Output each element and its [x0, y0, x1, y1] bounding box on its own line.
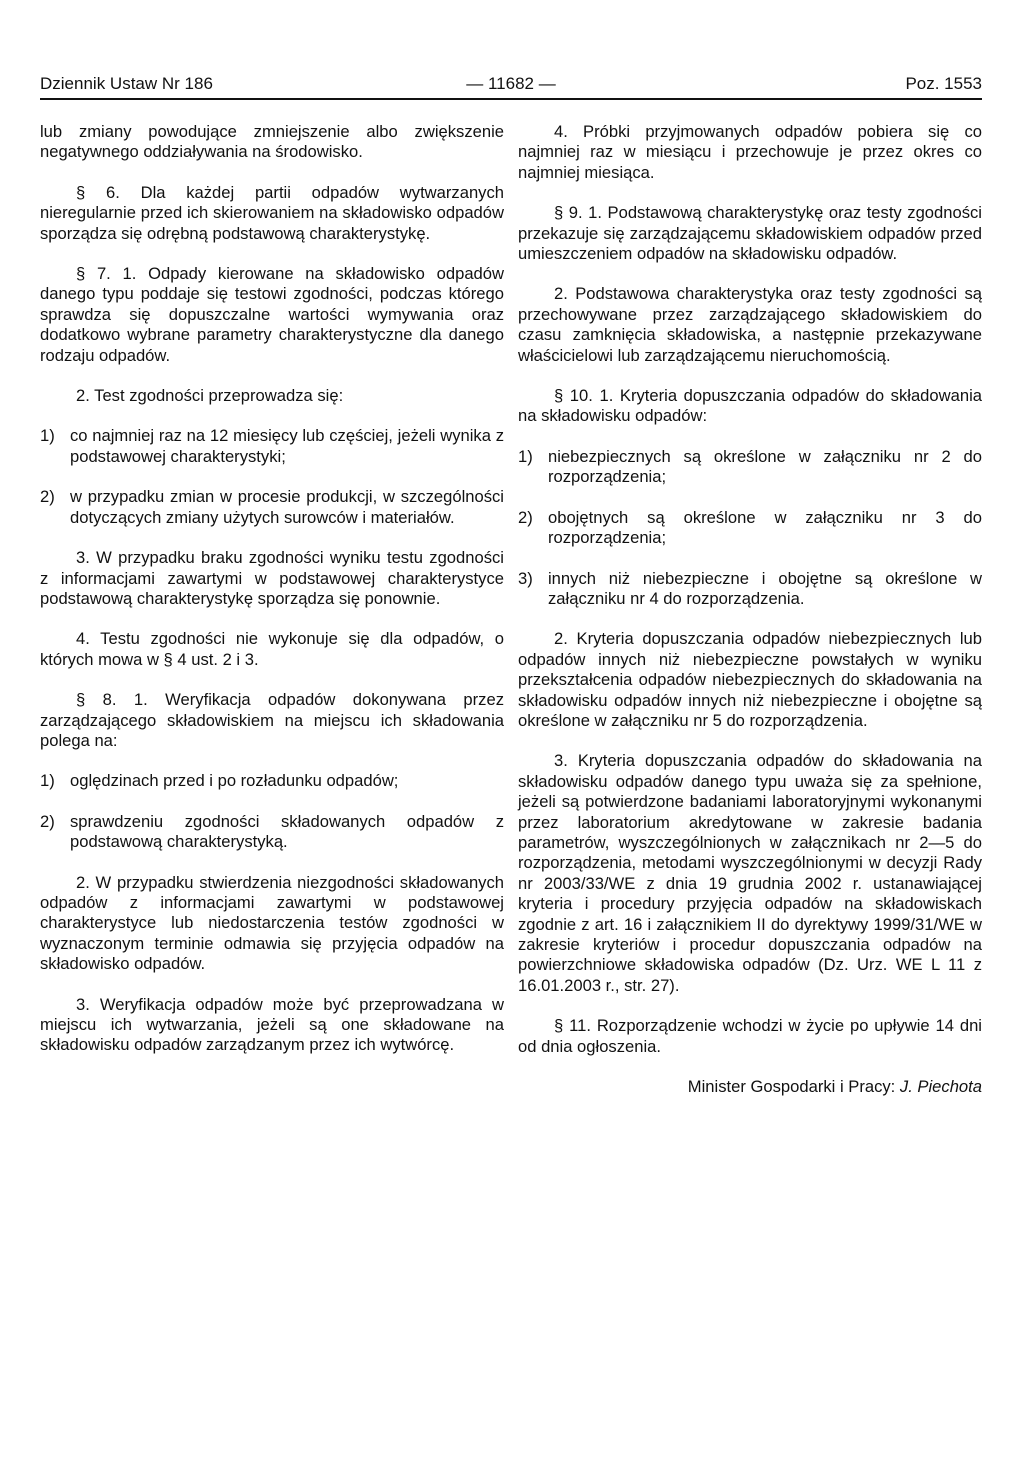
- paragraph: lub zmiany powodujące zmniejszenie albo zwiększenie negatywnego oddziaływania na środowisko.: [40, 122, 504, 162]
- list-item: [40, 771, 504, 791]
- list-number: 1): [518, 446, 533, 466]
- list-item: [518, 447, 982, 488]
- paragraph: 4. Próbki przyjmowanych odpadów pobiera się co najmniej raz w miesiącu i przechowuje je przez okres co najmniej miesiąca.: [518, 122, 982, 182]
- paragraph: 3. W przypadku braku zgodności wyniku testu zgodności z informacjami zawartymi w podstawowej charakterystyce podstawową charakterystykę sporządza się ponownie.: [40, 548, 504, 608]
- paragraph-section-9: § 9. 1. Podstawową charakterystykę oraz testy zgodności przekazuje się zarządzającemu składowiskiem odpadów przed umieszczeniem odpadów na składowisku odpadów.: [518, 203, 982, 264]
- list-item: [40, 812, 504, 853]
- paragraph: 2. Test zgodności przeprowadza się:: [76, 386, 344, 406]
- paragraph: 3. Weryfikacja odpadów może być przeprowadzana w miejscu ich wytwarzania, jeżeli są one składowane na składowisku odpadów zarządzanym przez ich wytwórcę.: [40, 994, 504, 1055]
- list-item: [518, 569, 982, 610]
- list-text: niebezpiecznych są określone w załączniku nr 2 do rozporządzenia;: [548, 446, 982, 487]
- list-text: oględzinach przed i po rozładunku odpadów;: [70, 771, 399, 791]
- paragraph-section-10: § 10. 1. Kryteria dopuszczania odpadów do składowania na składowisku odpadów:: [518, 386, 982, 426]
- list-number: 3): [518, 568, 533, 588]
- list-number: 2): [40, 487, 55, 507]
- paragraph: 2. Kryteria dopuszczania odpadów niebezpiecznych lub odpadów innych niż niebezpieczne powstałych w wyniku przekształcenia odpadów niebezpiecznych do składowania na składowisku odpadów innych niż niebezpieczne i obojętne są określone w załączniku nr 5 do rozporządzenia.: [518, 629, 982, 730]
- list-number: 1): [40, 426, 55, 446]
- signature: [518, 1077, 982, 1097]
- list-number: 2): [40, 811, 55, 831]
- list-item: [40, 487, 504, 528]
- list-text: co najmniej raz na 12 miesięcy lub częściej, jeżeli wynika z podstawowej charakterystyki;: [70, 426, 504, 466]
- position-number: Poz. 1553: [905, 74, 982, 93]
- paragraph: 2. Podstawowa charakterystyka oraz testy zgodności są przechowywane przez zarządzającego składowiskiem do czasu zamknięcia składowiska, a następnie przekazywane właścicielowi lub zarządzającemu nieruchomością.: [518, 284, 982, 365]
- left-column: [40, 122, 504, 1076]
- signature-name: J. Piechota: [899, 1077, 982, 1097]
- paragraph-section-11: § 11. Rozporządzenie wchodzi w życie po upływie 14 dni od dnia ogłoszenia.: [518, 1016, 982, 1056]
- list-item: [518, 508, 982, 549]
- list-item: [40, 426, 504, 467]
- paragraph-section-7: § 7. 1. Odpady kierowane na składowisko odpadów danego typu poddaje się testowi zgodności, podczas którego sprawdza się dopuszczalne wartości wymywania oraz dodatkowo wybrane parametry charakterystyczne dla danego rodzaju odpadów.: [40, 264, 504, 365]
- paragraph: 2. W przypadku stwierdzenia niezgodności składowanych odpadów z informacjami zawartymi w podstawowej charakterystyce lub niedostarczenia testów zgodności w wyznaczonym terminie odmawia się przyjęcia odpadów na składowisko odpadów.: [40, 872, 504, 974]
- list-number: 1): [40, 771, 55, 791]
- page-number: — 11682 —: [466, 74, 556, 93]
- list-text: w przypadku zmian w procesie produkcji, w szczególności dotyczących zmiany użytych surowców i materiałów.: [70, 487, 504, 527]
- list-text: obojętnych są określone w załączniku nr 3 do rozporządzenia;: [548, 507, 982, 548]
- signature-label: Minister Gospodarki i Pracy:: [687, 1077, 900, 1097]
- paragraph: 4. Testu zgodności nie wykonuje się dla odpadów, o których mowa w § 4 ust. 2 i 3.: [40, 629, 504, 669]
- list-number: 2): [518, 507, 533, 527]
- paragraph: 3. Kryteria dopuszczania odpadów do składowania na składowisku odpadów danego typu uważa się za spełnione, jeżeli są potwierdzone badaniami laboratoryjnymi wykonanymi przez laboratorium akredytowane w zakresie badania parametrów, wyszczególnionych w załącznikach nr 2—5 do rozporządzenia, metodami wyszczególnionymi w decyzji Rady nr 2003/33/WE z dnia 19 grudnia 2002 r. ustanawiającej kryteria i procedury przyjęcia odpadów na składowiskach zgodnie z art. 16 i załącznikiem II do dyrektywy 1999/31/WE w zakresie kryteriów i procedur dopuszczania odpadów na powierzchniowe składowiska odpadów (Dz. Urz. WE L 11 z 16.01.2003 r., str. 27).: [518, 751, 982, 995]
- list-text: sprawdzeniu zgodności składowanych odpadów z podstawową charakterystyką.: [70, 811, 504, 852]
- page-header: [40, 72, 982, 100]
- right-column: [518, 122, 982, 1114]
- paragraph-section-8: § 8. 1. Weryfikacja odpadów dokonywana przez zarządzającego składowiskiem na miejscu ich składowania polega na:: [40, 690, 504, 750]
- list-text: innych niż niebezpieczne i obojętne są określone w załączniku nr 4 do rozporządzenia.: [548, 568, 982, 608]
- journal-title: Dziennik Ustaw Nr 186: [40, 74, 213, 93]
- paragraph-section-6: § 6. Dla każdej partii odpadów wytwarzanych nieregularnie przed ich skierowaniem na składowisko odpadów sporządza się odrębną podstawową charakterystykę.: [40, 182, 504, 243]
